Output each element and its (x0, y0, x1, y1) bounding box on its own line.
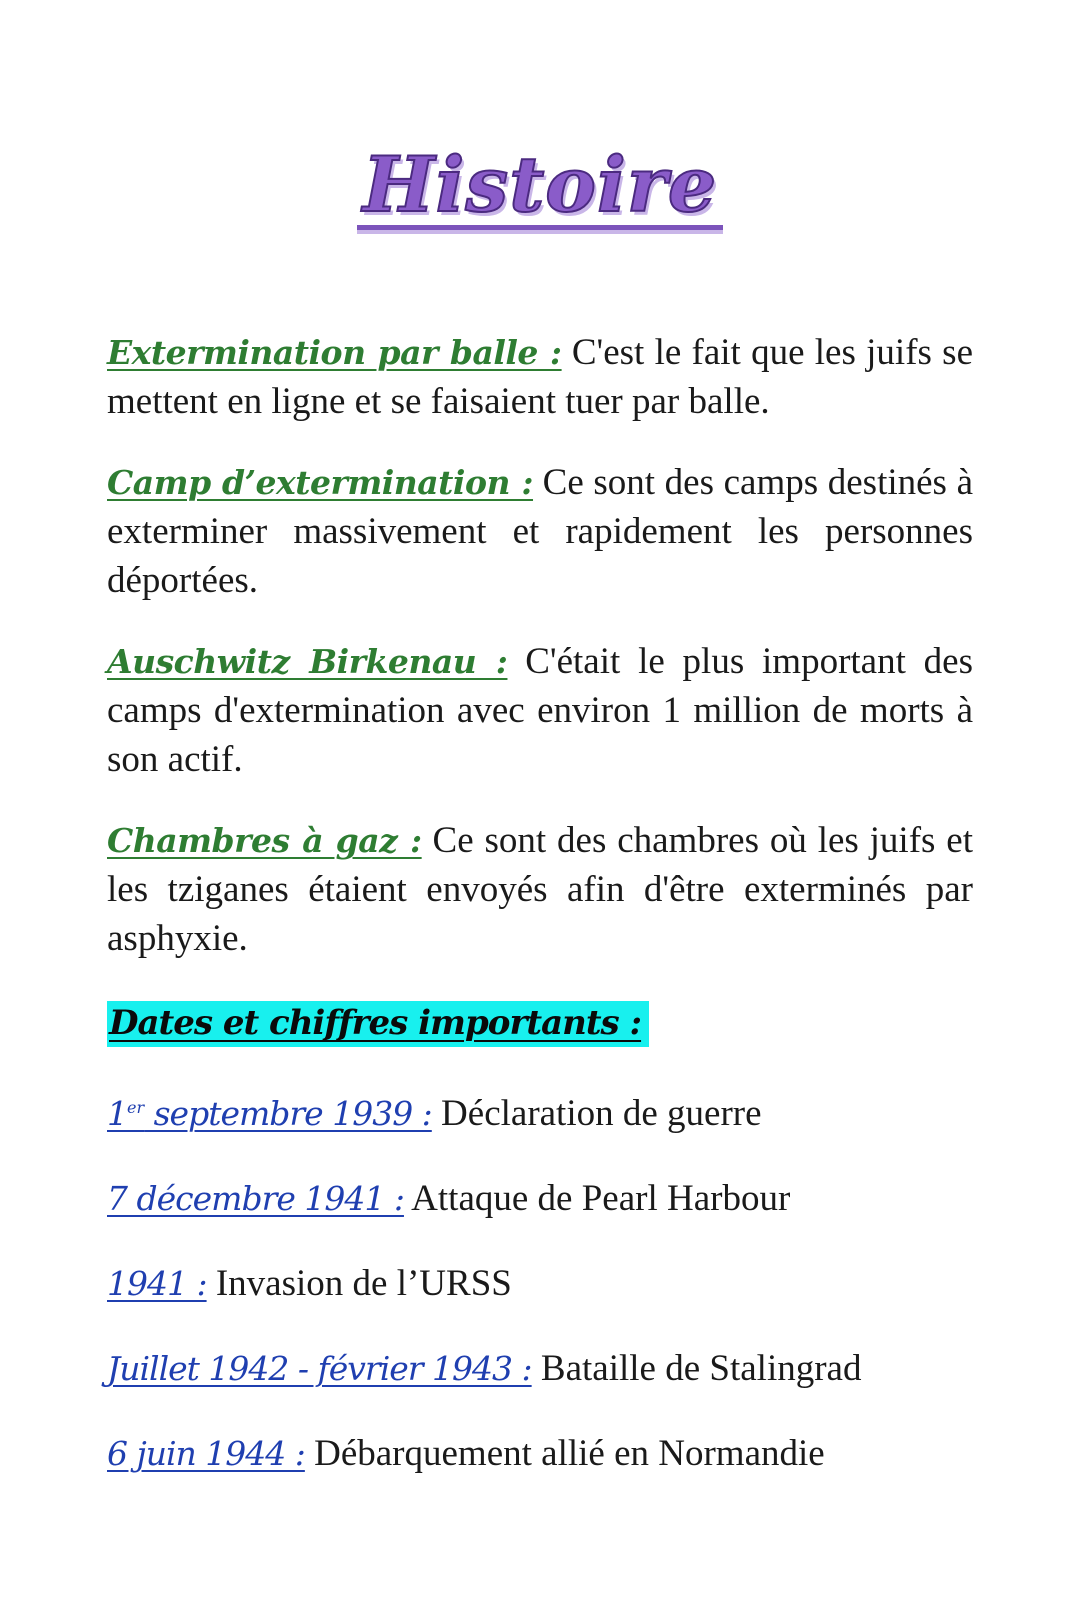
definition-paragraph (107, 816, 973, 963)
date-superscript: er (127, 1098, 145, 1117)
content-body (107, 328, 973, 1514)
definition-term: Camp d’extermination : (107, 463, 534, 502)
date-entry (107, 1429, 973, 1478)
definition-term: Auschwitz Birkenau : (107, 642, 508, 681)
section-heading-dates: Dates et chiffres importants : (107, 1001, 649, 1047)
definition-paragraph (107, 328, 973, 426)
definition-term: Chambres à gaz : (107, 821, 422, 860)
date-entry (107, 1344, 973, 1393)
date-entry (107, 1174, 973, 1223)
date-event: Bataille de Stalingrad (531, 1348, 862, 1389)
date-event: Débarquement allié en Normandie (304, 1433, 825, 1474)
page-title (0, 140, 1080, 230)
page-title-text: Histoire (357, 147, 724, 230)
definition-text: C'était le plus important des camps d'extermination avec environ 1 million de morts à son actif. (107, 641, 973, 780)
date-label (107, 1094, 432, 1133)
date-event: Attaque de Pearl Harbour (403, 1178, 791, 1219)
definition-paragraph (107, 637, 973, 784)
date-text: septembre 1939 : (144, 1094, 432, 1133)
definition-term: Extermination par balle : (107, 333, 562, 372)
definition-text: Ce sont des camps destinés à exterminer massivement et rapidement les personnes déportées. (107, 462, 973, 601)
date-event: Déclaration de guerre (431, 1093, 762, 1134)
date-entry (107, 1259, 973, 1308)
date-label: 1941 : (107, 1264, 207, 1303)
date-label: 7 décembre 1941 : (107, 1179, 404, 1218)
date-prefix: 1 (107, 1094, 127, 1133)
definition-text: Ce sont des chambres où les juifs et les tziganes étaient envoyés afin d'être exterminés par asphyxie. (107, 820, 973, 959)
date-label: Juillet 1942 - février 1943 : (107, 1349, 532, 1388)
definition-text: C'est le fait que les juifs se mettent en ligne et se faisaient tuer par balle. (107, 332, 973, 422)
definition-paragraph (107, 458, 973, 605)
date-entry (107, 1083, 973, 1138)
date-label: 6 juin 1944 : (107, 1434, 305, 1473)
date-event: Invasion de l’URSS (206, 1263, 512, 1304)
